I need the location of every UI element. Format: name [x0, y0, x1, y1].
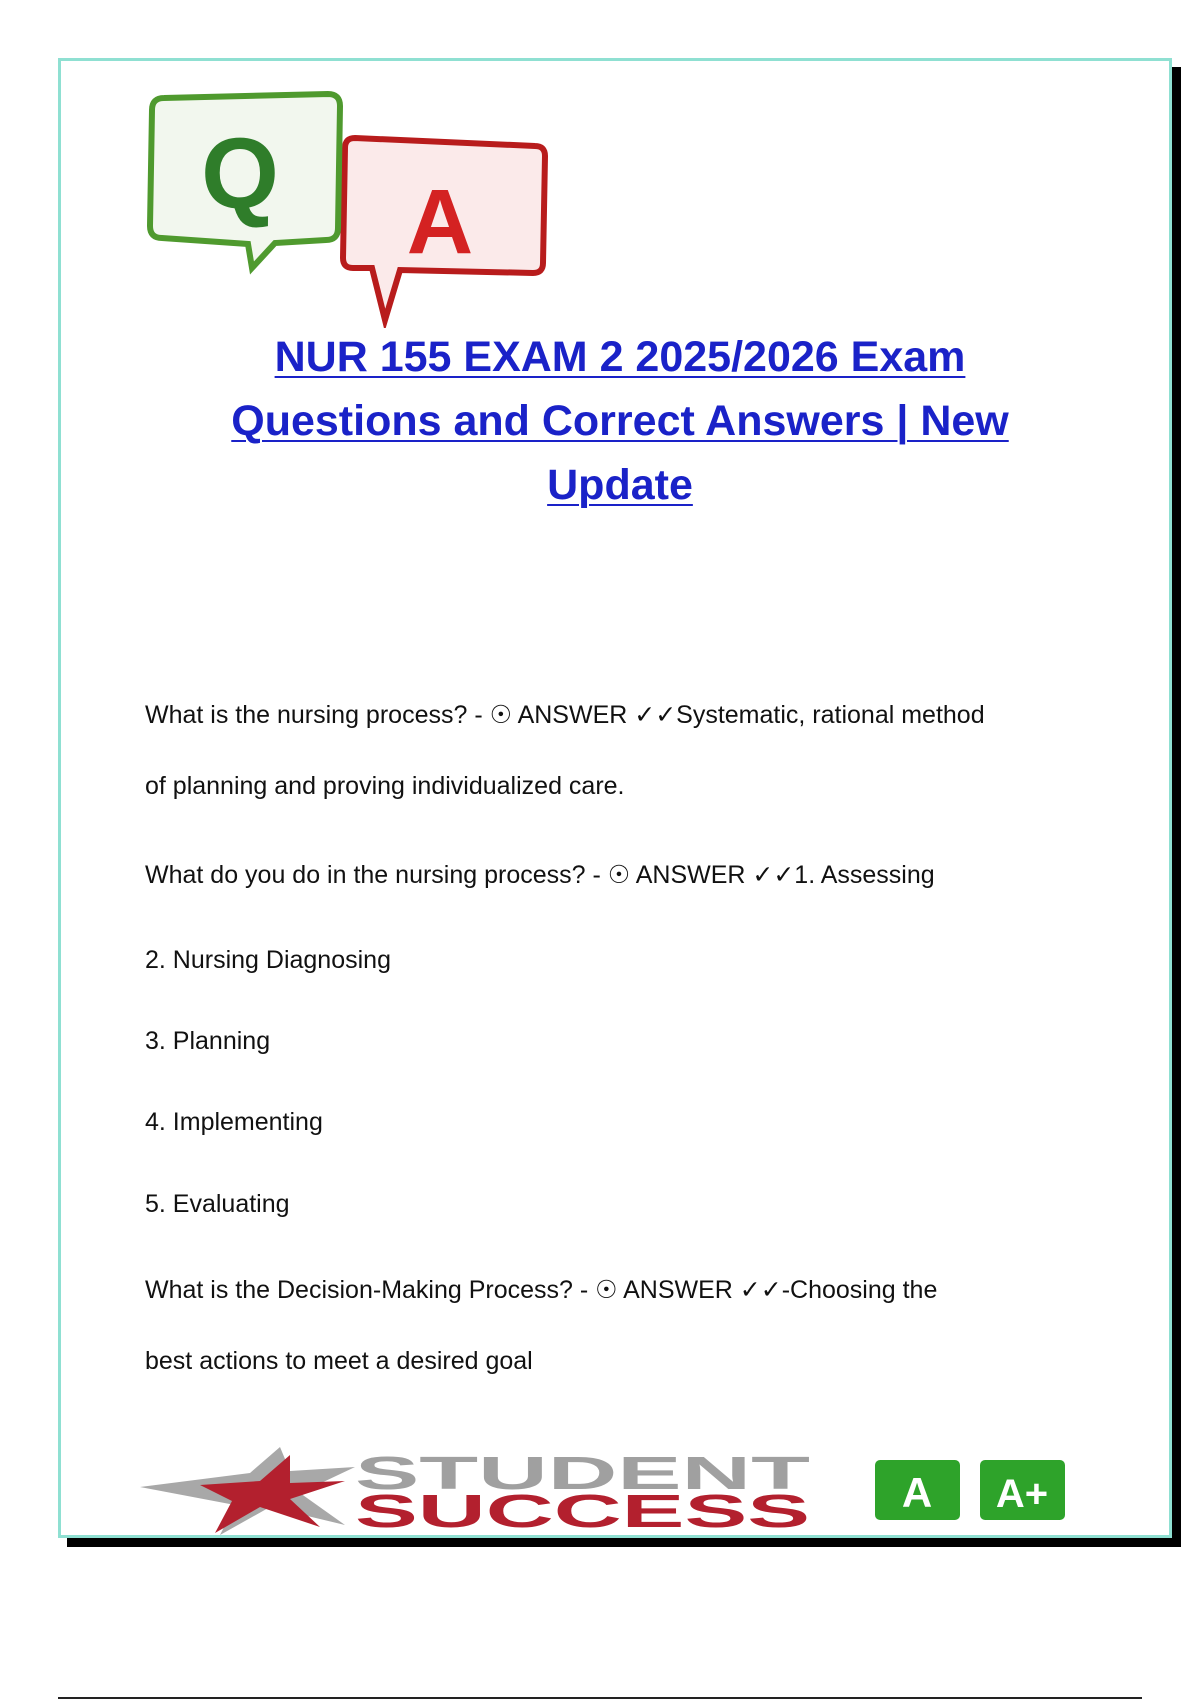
- title-line-2[interactable]: Questions and Correct Answers | New: [231, 397, 1009, 445]
- qa-question-1: What is the nursing process? - ☉ ANSWER ✓✓Systematic, rational method: [145, 701, 985, 729]
- q-letter: Q: [201, 118, 279, 230]
- title-line-3[interactable]: Update: [547, 461, 693, 509]
- qa-question-3: What is the Decision-Making Process? - ☉ ANSWER ✓✓-Choosing the: [145, 1276, 938, 1304]
- qa-answer-1-continued: of planning and proving individualized care.: [145, 772, 625, 800]
- qa-list-item-2: 2. Nursing Diagnosing: [145, 946, 391, 974]
- grade-a-badge: [875, 1460, 960, 1520]
- page-title[interactable]: [130, 325, 1110, 517]
- title-line-1[interactable]: NUR 155 EXAM 2 2025/2026 Exam: [274, 333, 966, 381]
- qa-list-item-4: 4. Implementing: [145, 1108, 323, 1136]
- qa-list-item-5: 5. Evaluating: [145, 1190, 290, 1218]
- student-success-logo: [140, 1445, 1080, 1535]
- qa-logo: [140, 88, 560, 328]
- bottom-divider: [58, 1697, 1142, 1699]
- svg-text:A+: A+: [995, 1472, 1049, 1516]
- a-speech-bubble-icon: [343, 138, 545, 320]
- student-word: STUDENT: [355, 1447, 810, 1499]
- qa-list-item-3: 3. Planning: [145, 1027, 271, 1055]
- star-swoosh-icon: [140, 1447, 355, 1535]
- success-word: SUCCESS: [355, 1485, 810, 1535]
- grade-a-plus-badge: [980, 1460, 1065, 1520]
- qa-answer-3-continued: best actions to meet a desired goal: [145, 1347, 533, 1375]
- qa-question-2: What do you do in the nursing process? - ☉ ANSWER ✓✓1. Assessing: [145, 861, 935, 889]
- a-letter: A: [406, 171, 474, 273]
- svg-text:A: A: [901, 1469, 933, 1516]
- q-speech-bubble-icon: [150, 94, 340, 268]
